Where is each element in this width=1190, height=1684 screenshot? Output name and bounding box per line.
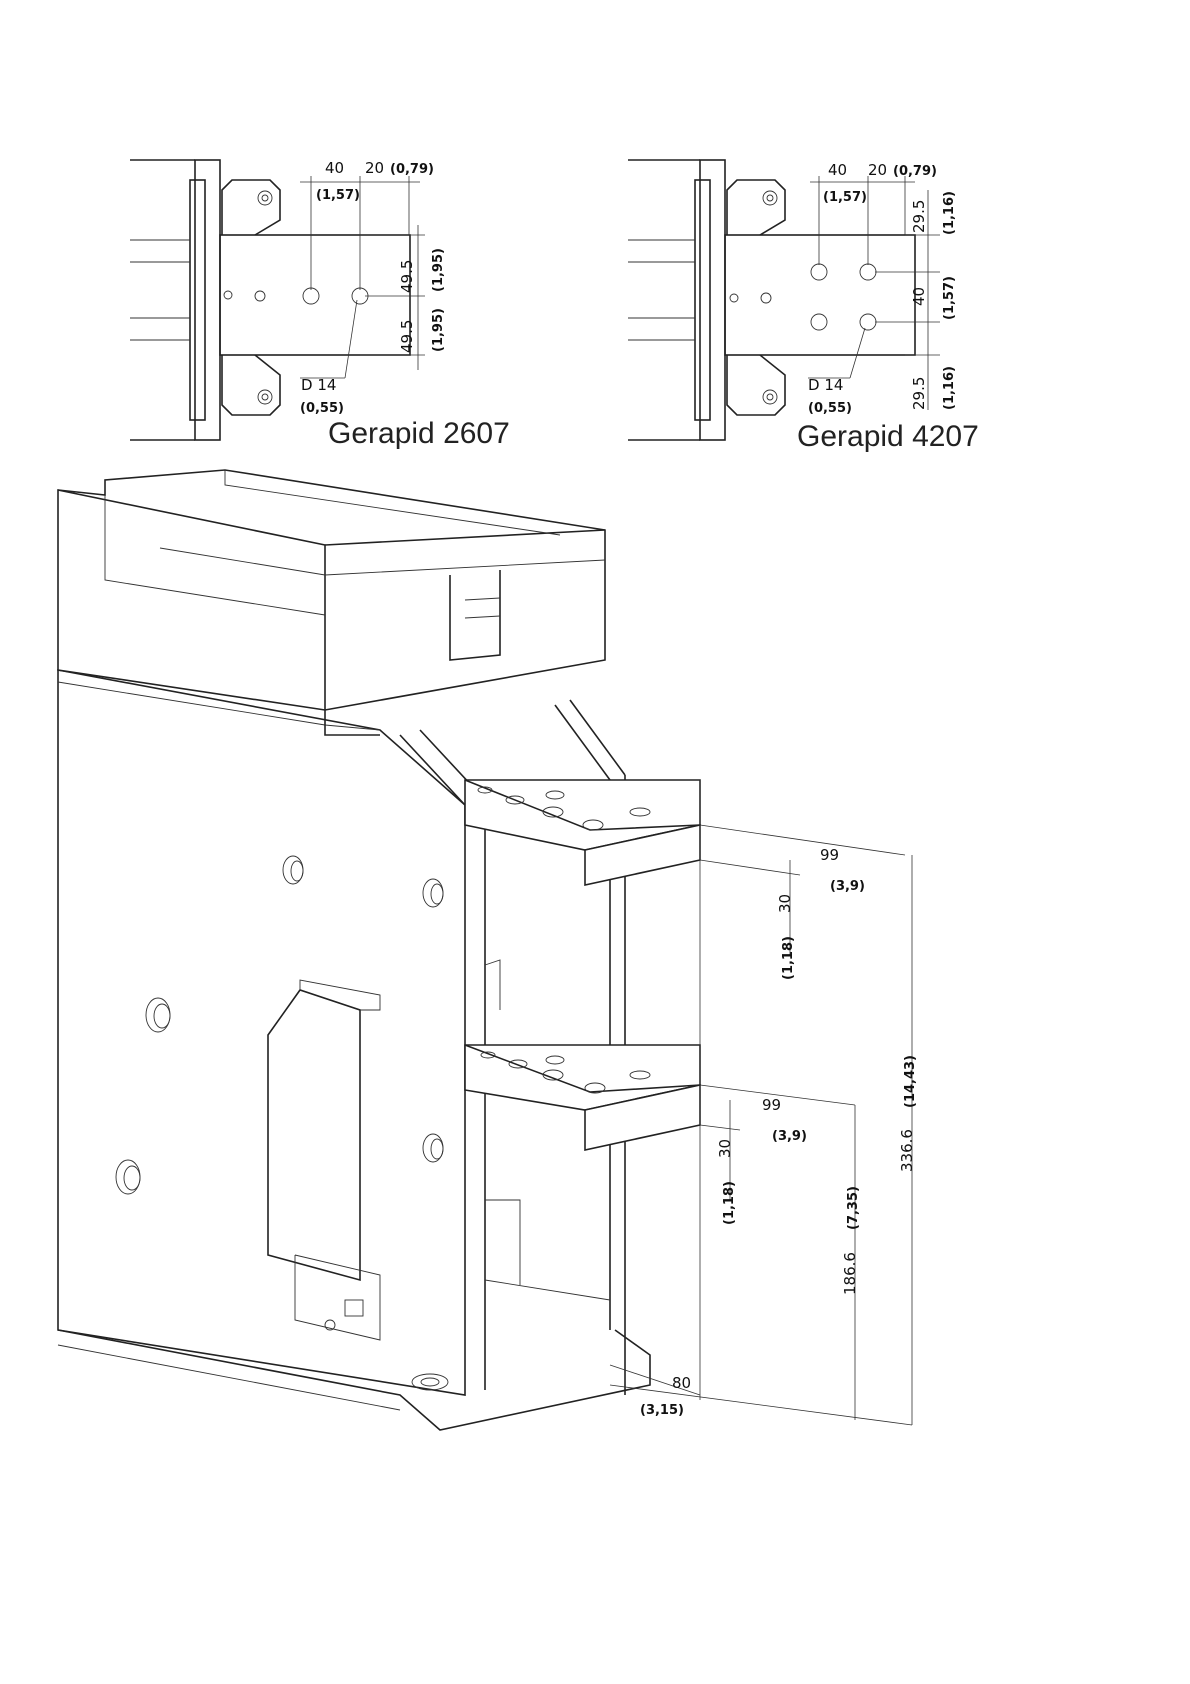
upper-terminal-bar (465, 780, 700, 885)
dim-20-in-4207: (0,79) (893, 164, 937, 179)
dim-upper-bar-thick-in: (1,18) (781, 936, 796, 980)
dim-40-in-2607: (1,57) (316, 188, 360, 203)
dim-upper-bar-thick: 30 (776, 893, 794, 913)
breaker-terminal-outline-2607 (130, 160, 410, 440)
dim-20-4207: 20 (868, 161, 888, 179)
dim-height-lower: 186.6 (841, 1252, 859, 1295)
hole-diameter-4207: D 14 (808, 376, 844, 394)
dim-49-5-lower-in-2607: (1,95) (431, 308, 446, 352)
dim-40-vertical-in-4207: (1,57) (942, 276, 957, 320)
dim-depth: 80 (672, 1374, 692, 1392)
dim-lower-bar-width-in: (3,9) (772, 1129, 807, 1144)
hole-diameter-in-4207: (0,55) (808, 401, 852, 416)
dim-lower-bar-thick: 30 (716, 1138, 734, 1158)
hole-diameter-2607: D 14 (301, 376, 337, 394)
hole-diameter-in-2607: (0,55) (300, 401, 344, 416)
housing-body (58, 470, 650, 1430)
dim-29-5-upper-4207: 29.5 (910, 199, 928, 233)
dim-49-5-upper-2607: 49.5 (398, 259, 416, 293)
dim-49-5-upper-in-2607: (1,95) (431, 248, 446, 292)
dim-40-2607: 40 (325, 159, 345, 177)
dim-40-4207: 40 (828, 161, 848, 179)
dim-29-5-lower-4207: 29.5 (910, 376, 928, 410)
view-title-4207: Gerapid 4207 (797, 420, 979, 453)
dim-height-total-in: (14,43) (903, 1054, 918, 1108)
dim-49-5-lower-2607: 49.5 (398, 319, 416, 353)
dim-height-total: 336.6 (898, 1129, 916, 1172)
dim-40-vertical-4207: 40 (910, 286, 928, 306)
isometric-view (58, 470, 918, 1430)
dim-40-in-4207: (1,57) (823, 190, 867, 205)
dim-lower-bar-width: 99 (762, 1096, 782, 1114)
dim-29-5-upper-in-4207: (1,16) (942, 191, 957, 235)
view-gerapid-2607 (130, 159, 510, 450)
dim-upper-bar-width-in: (3,9) (830, 879, 865, 894)
dim-29-5-lower-in-4207: (1,16) (942, 366, 957, 410)
dim-20-2607: 20 (365, 159, 385, 177)
dim-upper-bar-width: 99 (820, 846, 840, 864)
dim-height-lower-in: (7,35) (846, 1186, 861, 1230)
dim-lower-bar-thick-in: (1,18) (722, 1181, 737, 1225)
breaker-terminal-outline-4207 (628, 160, 915, 440)
view-gerapid-4207 (628, 160, 979, 453)
view-title-2607: Gerapid 2607 (328, 417, 510, 450)
dim-20-in-2607: (0,79) (390, 162, 434, 177)
lower-terminal-bar (465, 1045, 700, 1150)
dim-depth-in: (3,15) (640, 1403, 684, 1418)
